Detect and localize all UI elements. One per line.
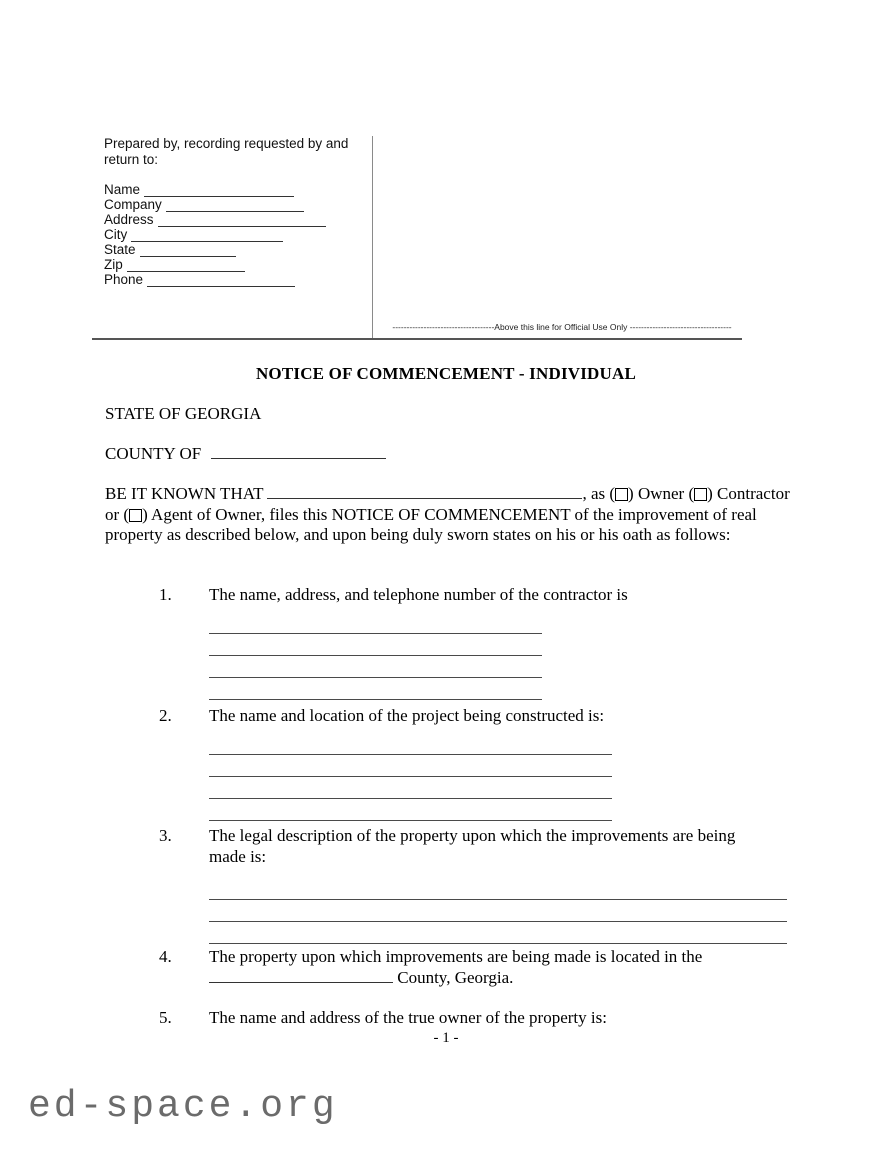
item-text: The name, address, and telephone number of the contractor is (209, 585, 628, 604)
county-label: COUNTY OF (105, 444, 202, 463)
item-answer-lines (209, 733, 612, 821)
answer-line[interactable] (209, 878, 787, 900)
recording-field-input-company[interactable] (166, 200, 304, 212)
item-number: 3. (159, 826, 172, 845)
recording-field-input-address[interactable] (158, 215, 326, 227)
item-number: 4. (159, 947, 172, 966)
item-answer-lines (209, 612, 542, 700)
preamble-owner-label: ) Owner ( (628, 484, 695, 503)
item-text: The property upon which improvements are being made is located in the (209, 947, 703, 966)
page-title: NOTICE OF COMMENCEMENT - INDIVIDUAL (255, 364, 637, 383)
county-georgia-text: County, Georgia. (393, 968, 514, 987)
recording-field-row (104, 212, 366, 227)
state-line: STATE OF GEORGIA (105, 404, 262, 423)
recording-field-row (104, 197, 366, 212)
answer-line[interactable] (209, 678, 542, 700)
item-text: The name and location of the project being constructed is: (209, 706, 605, 725)
preamble-paragraph (105, 484, 791, 546)
declarant-name-blank[interactable] (267, 485, 582, 499)
recording-field-row (104, 227, 366, 242)
answer-line[interactable] (209, 733, 612, 755)
item-answer-lines (209, 878, 787, 944)
preamble-after-blank: , as ( (582, 484, 616, 503)
recording-field-label: Zip (104, 257, 123, 272)
answer-line[interactable] (209, 922, 787, 944)
recording-field-input-phone[interactable] (147, 275, 295, 287)
preamble-lead: BE IT KNOWN THAT (105, 484, 264, 503)
header-bottom-rule (92, 338, 742, 340)
item-number: 5. (159, 1008, 172, 1027)
recording-field-label: Phone (104, 272, 144, 287)
item-text: The legal description of the property upon which the improvements are being made is: (209, 826, 736, 866)
checkbox-agent[interactable] (129, 509, 142, 522)
item-county-line (209, 968, 513, 989)
preamble-contractor-label: ) Contractor or ( (105, 484, 790, 524)
page-number: - 1 - (433, 1030, 459, 1046)
answer-line[interactable] (209, 900, 787, 922)
recording-field-label: City (104, 227, 128, 242)
recording-field-label: Company (104, 197, 162, 212)
item-text: The name and address of the true owner of the property is: (209, 1008, 607, 1027)
recording-field-row (104, 242, 366, 257)
header-vertical-divider (372, 136, 373, 339)
official-use-note: ------------------------------------Above this line for Official Use Only ------------------------------------ (392, 322, 732, 332)
recording-field-row (104, 257, 366, 272)
recording-request-block (104, 136, 366, 287)
recording-field-label: State (104, 242, 136, 257)
recording-header-box (92, 136, 742, 341)
recording-fields-list (104, 182, 366, 287)
county-name-blank[interactable] (209, 969, 393, 983)
item-number: 2. (159, 706, 172, 725)
preamble-agent-label: ) Agent of Owner, files this NOTICE OF COMMENCEMENT of the improvement of real property as described below, and upon being duly sworn states on his or his oath as follows: (105, 504, 757, 544)
checkbox-owner[interactable] (615, 488, 628, 501)
site-watermark: ed-space.org (28, 1085, 338, 1128)
recording-intro-text: Prepared by, recording requested by and return to: (104, 136, 349, 167)
answer-line[interactable] (209, 612, 542, 634)
county-line (105, 443, 386, 465)
recording-field-input-zip[interactable] (127, 260, 245, 272)
recording-field-input-state[interactable] (140, 245, 236, 257)
recording-field-label: Name (104, 182, 141, 197)
recording-field-input-city[interactable] (131, 230, 283, 242)
answer-line[interactable] (209, 634, 542, 656)
recording-field-row (104, 272, 366, 287)
answer-line[interactable] (209, 755, 612, 777)
recording-field-row (104, 182, 366, 197)
answer-line[interactable] (209, 777, 612, 799)
answer-line[interactable] (209, 656, 542, 678)
recording-field-label: Address (104, 212, 154, 227)
county-blank-field[interactable] (211, 444, 386, 459)
answer-line[interactable] (209, 799, 612, 821)
recording-field-input-name[interactable] (144, 185, 294, 197)
item-number: 1. (159, 585, 172, 604)
checkbox-contractor[interactable] (694, 488, 707, 501)
